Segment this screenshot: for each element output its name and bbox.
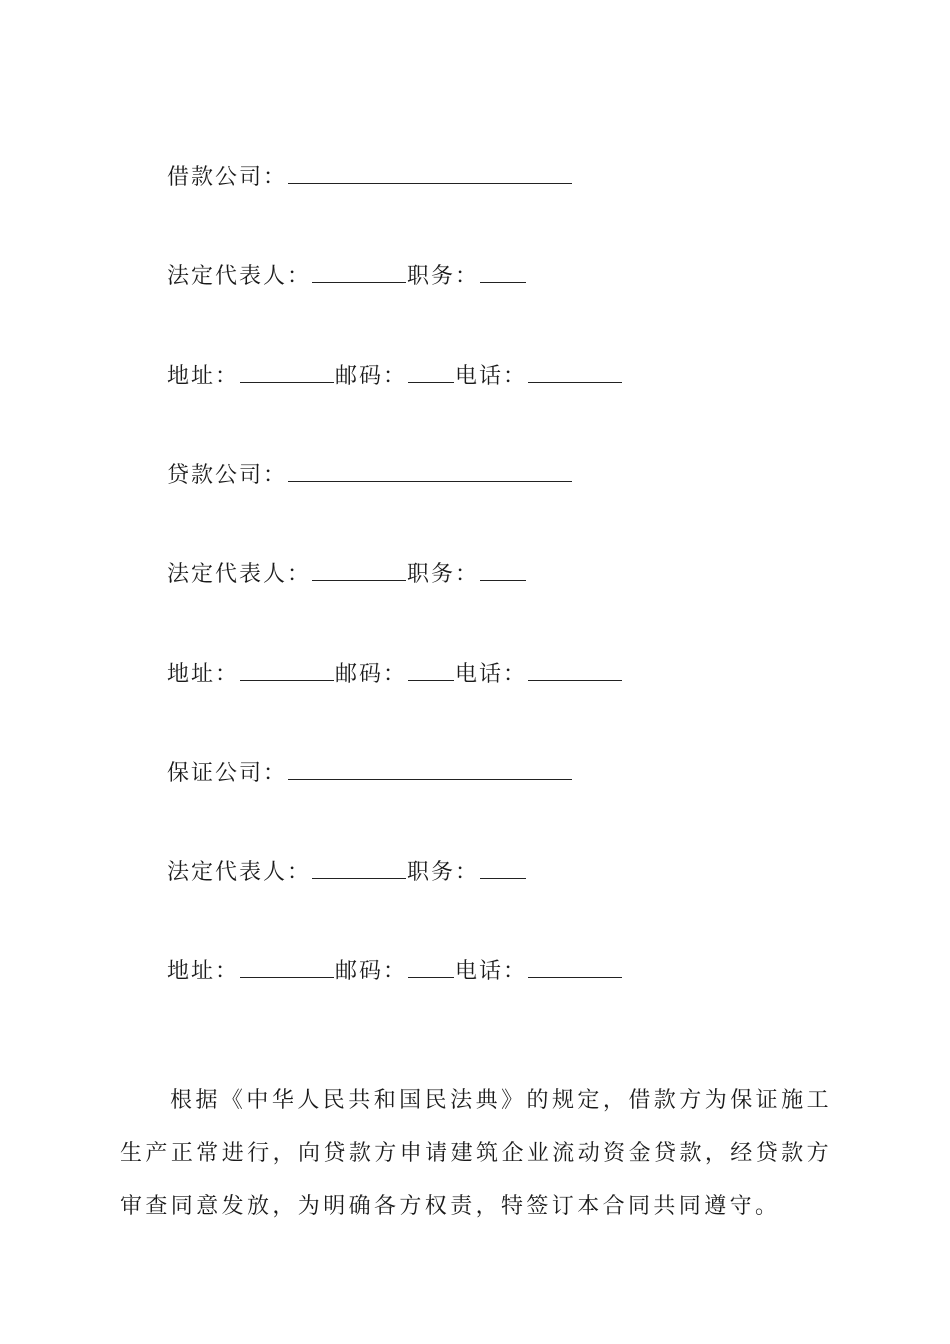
borrower-postcode-label: 邮码： — [335, 364, 408, 389]
lender-phone-label: 电话： — [455, 662, 528, 687]
lender-title-blank[interactable] — [480, 560, 526, 581]
borrower-company-line — [167, 163, 573, 193]
borrower-postcode-blank[interactable] — [408, 362, 454, 383]
preamble-paragraph: 根据《中华人民共和国民法典》的规定，借款方为保证施工生产正常进行，向贷款方申请建筑企业流动资金贷款，经贷款方审查同意发放，为明确各方权责，特签订本合同共同遵守。 — [120, 1088, 832, 1219]
lender-postcode-label: 邮码： — [335, 662, 408, 687]
guarantor-phone-blank[interactable] — [528, 957, 622, 978]
lender-company-label: 贷款公司： — [167, 463, 288, 488]
guarantor-company-blank[interactable] — [288, 759, 572, 780]
borrower-title-blank[interactable] — [480, 262, 526, 283]
lender-postcode-blank[interactable] — [408, 660, 454, 681]
borrower-rep-blank[interactable] — [312, 262, 406, 283]
borrower-phone-blank[interactable] — [528, 362, 622, 383]
borrower-phone-label: 电话： — [455, 364, 528, 389]
borrower-title-label: 职务： — [407, 264, 480, 289]
borrower-address-blank[interactable] — [240, 362, 334, 383]
guarantor-address-blank[interactable] — [240, 957, 334, 978]
lender-company-line — [167, 461, 573, 491]
guarantor-address-label: 地址： — [167, 959, 240, 984]
lender-address-line — [167, 660, 623, 690]
guarantor-company-line — [167, 759, 573, 789]
guarantor-postcode-label: 邮码： — [335, 959, 408, 984]
lender-rep-blank[interactable] — [312, 560, 406, 581]
guarantor-title-blank[interactable] — [480, 858, 526, 879]
guarantor-company-label: 保证公司： — [167, 761, 288, 786]
lender-company-blank[interactable] — [288, 461, 572, 482]
lender-rep-label: 法定代表人： — [167, 562, 312, 587]
guarantor-rep-label: 法定代表人： — [167, 860, 312, 885]
lender-address-blank[interactable] — [240, 660, 334, 681]
borrower-company-blank[interactable] — [288, 163, 572, 184]
lender-title-label: 职务： — [407, 562, 480, 587]
lender-rep-line — [167, 560, 527, 590]
guarantor-title-label: 职务： — [407, 860, 480, 885]
guarantor-rep-line — [167, 858, 527, 888]
lender-phone-blank[interactable] — [528, 660, 622, 681]
guarantor-postcode-blank[interactable] — [408, 957, 454, 978]
borrower-address-label: 地址： — [167, 364, 240, 389]
lender-address-label: 地址： — [167, 662, 240, 687]
borrower-rep-line — [167, 262, 527, 292]
guarantor-phone-label: 电话： — [455, 959, 528, 984]
guarantor-rep-blank[interactable] — [312, 858, 406, 879]
borrower-rep-label: 法定代表人： — [167, 264, 312, 289]
borrower-address-line — [167, 362, 623, 392]
borrower-company-label: 借款公司： — [167, 165, 288, 190]
guarantor-address-line — [167, 957, 623, 987]
